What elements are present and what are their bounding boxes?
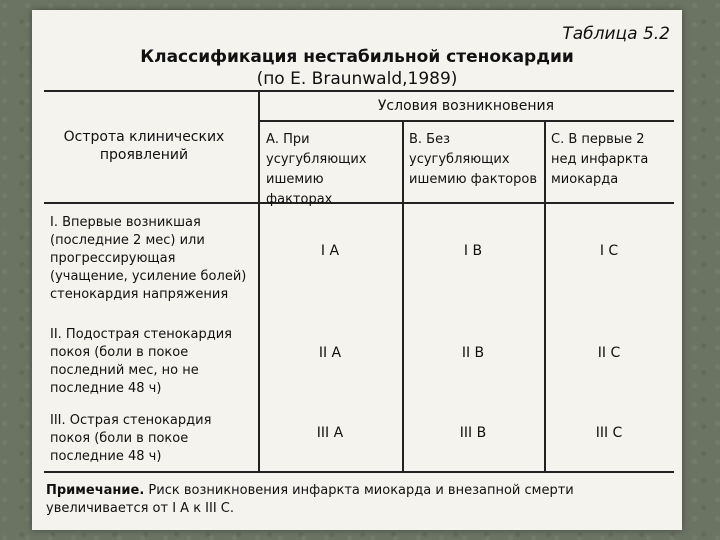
row-2-label: II. Подострая стенокардия покоя (боли в покое последний мес, но не последние 48 ч) [50, 327, 232, 396]
row-1-col-c: I C [599, 243, 619, 259]
header-severity: Острота клинических проявлений [63, 129, 225, 163]
row-1-col-a: I A [320, 243, 340, 259]
rule-col-2 [402, 120, 404, 473]
row-2-col-a: II A [318, 345, 342, 361]
document-page [32, 10, 682, 530]
classification-table [44, 90, 674, 473]
rule-col-3 [544, 120, 546, 473]
table-title [32, 46, 682, 90]
header-col-c: С. В первые 2 нед инфаркта миокарда [551, 132, 649, 187]
header-col-a: А. При усугубляющих ишемию факторах [266, 132, 367, 207]
row-3-col-c: III C [595, 425, 623, 441]
rule-conditions [258, 120, 674, 122]
row-3-label: III. Острая стенокардия покоя (боли в покое последние 48 ч) [50, 413, 212, 464]
row-3-col-b: III B [459, 425, 487, 441]
note-label: Примечание. [46, 483, 145, 498]
rule-top [44, 90, 674, 92]
rule-col-1 [258, 90, 260, 473]
row-2-col-b: II B [461, 345, 485, 361]
rule-bottom [44, 471, 674, 473]
table-number: Таблица 5.2 [562, 24, 670, 44]
row-3-col-a: III A [316, 425, 344, 441]
header-conditions: Условия возникновения [377, 98, 555, 114]
table-note [46, 482, 671, 518]
row-2-col-c: II C [597, 345, 621, 361]
header-col-b: В. Без усугубляющих ишемию факторов [409, 132, 538, 187]
title-line-1: Классификация нестабильной стенокардии [140, 47, 574, 67]
row-1-label: I. Впервые возникшая (последние 2 мес) или прогрессирующая (учащение, усиление болей) стенокардия напряжения [50, 215, 247, 302]
title-line-2: (по E. Braunwald,1989) [256, 69, 458, 89]
row-1-col-b: I B [463, 243, 483, 259]
note-text: Риск возникновения инфаркта миокарда и внезапной смерти увеличивается от I A к III C. [46, 483, 574, 516]
